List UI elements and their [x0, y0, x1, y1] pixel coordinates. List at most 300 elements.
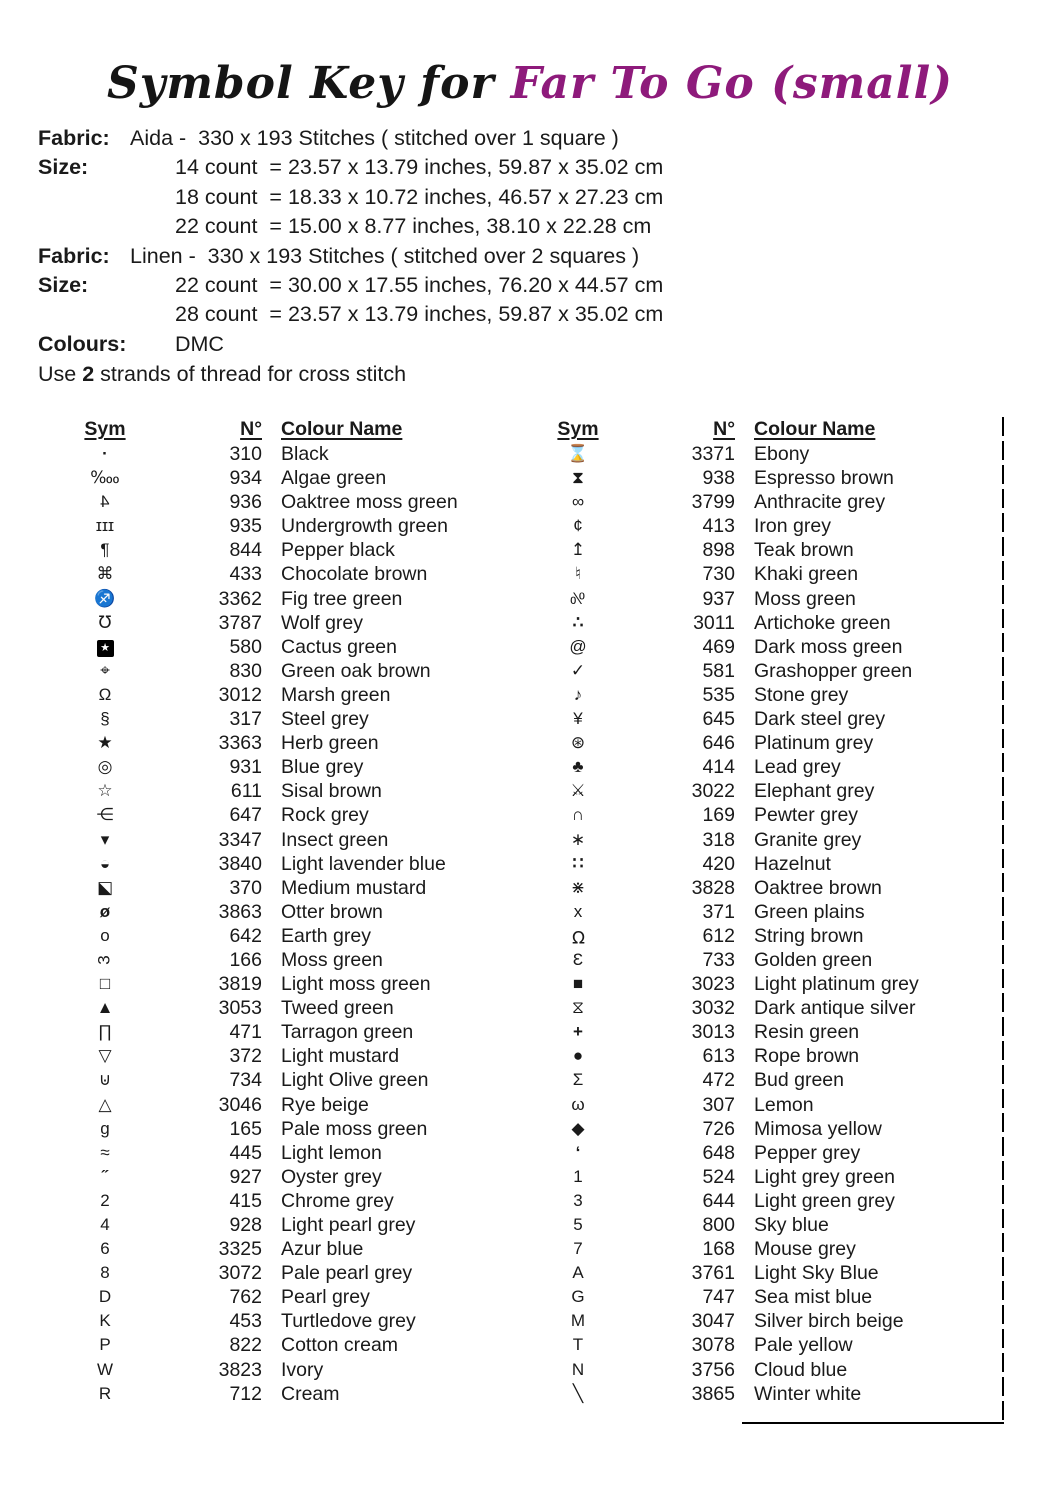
stitch-symbol: 2: [100, 1190, 110, 1210]
colour-name: Winter white: [754, 1382, 862, 1405]
colour-name: Dark antique silver: [754, 997, 916, 1020]
key-row: [533, 1285, 1003, 1309]
key-row: [60, 876, 530, 900]
info-label: Fabric:: [38, 126, 110, 150]
dmc-number: 3078: [691, 1334, 735, 1357]
info-value: Aida - 330 x 193 Stitches ( stitched over 1 square ): [130, 126, 619, 150]
symbol-cell: [533, 514, 623, 538]
info-value: Linen - 330 x 193 Stitches ( stitched over 2 squares ): [130, 243, 640, 268]
key-column-right: [533, 416, 1003, 1406]
dmc-number: 3022: [691, 780, 735, 803]
key-row: [60, 1237, 530, 1261]
colour-name: Light green grey: [754, 1189, 895, 1212]
dmc-number: 642: [229, 924, 262, 947]
key-row: [60, 1213, 530, 1237]
dmc-number: 3840: [218, 852, 262, 875]
colour-name: Cream: [281, 1382, 340, 1405]
info-label: Size:: [38, 273, 89, 298]
key-row: [60, 683, 530, 707]
symbol-cell: [533, 1068, 623, 1092]
key-row: [533, 996, 1003, 1020]
colour-name: Oyster grey: [281, 1165, 382, 1188]
stitch-symbol: T: [572, 1335, 584, 1355]
symbol-cell: [533, 1165, 623, 1189]
stitch-symbol: ⌖: [100, 660, 110, 680]
symbol-cell: [533, 1117, 623, 1141]
stitch-symbol: ↥: [570, 540, 586, 560]
stitch-symbol: x: [573, 901, 583, 921]
colour-name: Hazelnut: [754, 852, 831, 875]
colour-name: Green plains: [754, 900, 865, 923]
colour-name: Ivory: [281, 1358, 324, 1381]
colour-name: Cotton cream: [281, 1334, 399, 1357]
dmc-number: 830: [229, 659, 262, 682]
symbol-cell: [533, 587, 623, 611]
symbol-cell: [533, 924, 623, 948]
symbol-cell: [533, 1382, 623, 1406]
key-row: [533, 442, 1003, 466]
dmc-number: 3011: [693, 611, 735, 634]
colour-name: Espresso brown: [754, 467, 894, 490]
info-value: 18 count = 18.33 x 10.72 inches, 46.57 x 27.23 cm: [175, 184, 664, 209]
dmc-number: 3347: [218, 828, 262, 851]
stitch-symbol: ¥: [573, 709, 583, 729]
key-row: [60, 1333, 530, 1357]
symbol-cell: [533, 490, 623, 514]
symbol-cell: [533, 635, 623, 659]
stitch-symbol: ▾: [100, 829, 110, 849]
key-row: [533, 755, 1003, 779]
dmc-number: 3828: [691, 876, 735, 899]
stitch-symbol: ∗: [570, 829, 586, 849]
key-row: [60, 611, 530, 635]
key-row: [533, 562, 1003, 586]
key-row: [60, 948, 530, 972]
stitch-symbol: ╲: [572, 1383, 584, 1403]
dmc-number: 3823: [218, 1358, 262, 1381]
fabric-info-block: [38, 124, 663, 390]
info-value: 22 count = 15.00 x 8.77 inches, 38.10 x 22.28 cm: [175, 214, 652, 239]
colour-name: Sea mist blue: [754, 1286, 873, 1309]
dmc-number: 734: [229, 1069, 262, 1092]
strands-note-post: strands of thread for cross stitch: [94, 362, 407, 387]
colour-name: Rope brown: [754, 1045, 860, 1068]
stitch-symbol: ✓: [570, 660, 586, 680]
key-row: [533, 1044, 1003, 1068]
stitch-symbol: ☆: [97, 781, 113, 801]
symbol-cell: [60, 803, 150, 827]
stitch-symbol: ⌘: [96, 564, 114, 584]
dmc-number: 612: [702, 924, 735, 947]
colour-name: Mimosa yellow: [754, 1117, 882, 1140]
colour-name: Light Olive green: [281, 1069, 429, 1092]
stitch-symbol: R: [98, 1383, 112, 1403]
symbol-cell: [60, 1333, 150, 1357]
dmc-number: 646: [702, 732, 735, 755]
dmc-number: 3799: [691, 491, 735, 514]
dmc-number: 3362: [218, 587, 262, 610]
key-row: [60, 466, 530, 490]
key-row: [533, 538, 1003, 562]
colour-name: Pale moss green: [281, 1117, 428, 1140]
dmc-number: 762: [229, 1286, 262, 1309]
dmc-number: 3819: [218, 973, 262, 996]
key-row: [533, 900, 1003, 924]
stitch-symbol: ★: [97, 640, 114, 657]
header-number: N°: [240, 418, 262, 440]
colour-name: Otter brown: [281, 900, 383, 923]
header-sym: Sym: [557, 418, 599, 440]
symbol-cell: [60, 707, 150, 731]
stitch-symbol: ∏: [98, 1022, 112, 1042]
symbol-cell: [60, 948, 150, 972]
stitch-symbol: Σ: [572, 1070, 584, 1090]
colour-name: Turtledove grey: [281, 1310, 416, 1333]
colour-name: Light pearl grey: [281, 1214, 416, 1236]
stitch-symbol: N: [571, 1359, 585, 1379]
symbol-cell: [60, 1213, 150, 1237]
stitch-symbol: %: [570, 588, 586, 608]
colour-name: Light platinum grey: [754, 973, 919, 996]
key-row: [533, 924, 1003, 948]
dmc-number: 3863: [218, 900, 262, 923]
colour-name: Herb green: [281, 732, 379, 755]
colour-name: Sky blue: [754, 1214, 829, 1236]
colour-name: Granite grey: [754, 828, 862, 851]
symbol-cell: [533, 1333, 623, 1357]
dmc-number: 3046: [218, 1093, 262, 1116]
colour-name: Earth grey: [281, 924, 371, 947]
key-row: [533, 803, 1003, 827]
key-row: [60, 972, 530, 996]
key-row: [533, 828, 1003, 852]
colour-name: Blue grey: [281, 756, 364, 779]
symbol-cell: [60, 635, 150, 659]
key-row: [60, 828, 530, 852]
colour-name: Pale yellow: [754, 1334, 853, 1357]
strands-count: 2: [82, 362, 95, 387]
dmc-number: 3012: [218, 683, 262, 706]
dmc-number: 747: [702, 1286, 735, 1309]
symbol-cell: [60, 514, 150, 538]
colour-name: Chocolate brown: [281, 563, 428, 586]
colour-name: Wolf grey: [281, 611, 363, 634]
key-row: [60, 538, 530, 562]
key-row: [533, 876, 1003, 900]
key-row: [60, 731, 530, 755]
dmc-number: 936: [229, 491, 262, 514]
symbol-cell: [533, 828, 623, 852]
header-number: N°: [713, 418, 735, 440]
symbol-cell: [60, 1261, 150, 1285]
colour-name: Stone grey: [754, 683, 849, 706]
key-row: [60, 1261, 530, 1285]
stitch-symbol: ω: [571, 1094, 585, 1114]
key-row: [60, 900, 530, 924]
key-row: [60, 1117, 530, 1141]
dmc-number: 3325: [218, 1238, 262, 1261]
dmc-number: 3032: [691, 997, 735, 1020]
colour-name: Pepper grey: [754, 1141, 861, 1164]
stitch-symbol: G: [571, 1287, 585, 1307]
dmc-number: 3371: [691, 443, 735, 465]
symbol-cell: [533, 466, 623, 490]
colour-name: Fig tree green: [281, 587, 403, 610]
symbol-cell: [60, 972, 150, 996]
symbol-cell: [60, 996, 150, 1020]
info-value: DMC: [175, 331, 224, 356]
symbol-cell: [60, 1044, 150, 1068]
stitch-symbol: ▽: [98, 1046, 112, 1066]
stitch-symbol: P: [99, 1335, 111, 1355]
symbol-cell: [60, 466, 150, 490]
fabric-info-line: [38, 330, 663, 359]
stitch-symbol: 4: [100, 1215, 110, 1234]
dmc-number: 317: [229, 708, 262, 731]
dmc-number: 445: [229, 1141, 262, 1164]
stitch-symbol: 5: [573, 1215, 583, 1234]
dmc-number: 934: [229, 467, 262, 490]
key-row: [533, 948, 1003, 972]
title-pattern-name: Far To Go (small): [510, 58, 953, 109]
key-row: [60, 996, 530, 1020]
key-row: [533, 1189, 1003, 1213]
colour-name: Rye beige: [281, 1093, 369, 1116]
key-row: [60, 442, 530, 466]
symbol-cell: [60, 1093, 150, 1117]
colour-name: Algae green: [281, 467, 387, 490]
dmc-number: 3363: [218, 732, 262, 755]
dmc-number: 648: [702, 1141, 735, 1164]
colour-name: Chrome grey: [281, 1189, 394, 1212]
dmc-number: 420: [702, 852, 735, 875]
key-row: [533, 731, 1003, 755]
symbol-cell: [60, 900, 150, 924]
dmc-number: 471: [229, 1021, 262, 1044]
dmc-number: 3023: [691, 973, 735, 996]
dmc-number: 3013: [691, 1021, 735, 1044]
stitch-symbol: □: [99, 974, 111, 994]
colour-name: Azur blue: [281, 1238, 364, 1261]
key-column-left: [60, 416, 530, 1406]
dmc-number: 935: [229, 515, 262, 538]
symbol-cell: [533, 442, 623, 466]
symbol-cell: [533, 1141, 623, 1165]
colour-name: Silver birch beige: [754, 1310, 904, 1333]
key-row: [533, 659, 1003, 683]
colour-name: Insect green: [281, 828, 389, 851]
key-row: [60, 514, 530, 538]
stitch-symbol: ◎: [97, 757, 113, 777]
dmc-number: 469: [702, 635, 735, 658]
dmc-number: 310: [229, 443, 262, 465]
symbol-cell: [60, 1117, 150, 1141]
colour-name: Light grey green: [754, 1165, 895, 1188]
stitch-symbol: ≈: [100, 1142, 110, 1162]
symbol-cell: [533, 1309, 623, 1333]
symbol-cell: [533, 538, 623, 562]
dmc-number: 822: [229, 1334, 262, 1357]
stitch-symbol: ⊍: [98, 1070, 112, 1090]
stitch-symbol: ⊛: [570, 733, 586, 753]
symbol-cell: [533, 1213, 623, 1237]
stitch-symbol: ‱: [90, 468, 120, 488]
key-row: [60, 1189, 530, 1213]
dmc-number: 371: [702, 900, 735, 923]
key-row: [60, 1165, 530, 1189]
symbol-cell: [533, 852, 623, 876]
symbol-cell: [60, 611, 150, 635]
key-row: [533, 1358, 1003, 1382]
stitch-symbol: ⧖: [572, 998, 584, 1018]
header-colour-name: Colour Name: [281, 418, 403, 440]
fabric-info-rows: [38, 124, 663, 359]
symbol-cell: [533, 707, 623, 731]
symbol-cell: [533, 948, 623, 972]
colour-name: Tweed green: [281, 997, 394, 1020]
symbol-cell: [533, 1093, 623, 1117]
key-row: [60, 1093, 530, 1117]
stitch-symbol: ⧗: [572, 468, 584, 488]
dmc-number: 433: [229, 563, 262, 586]
symbol-cell: [60, 1141, 150, 1165]
stitch-symbol: ♣: [572, 757, 584, 777]
symbol-cell: [533, 731, 623, 755]
stitch-symbol: ⚔: [570, 781, 586, 801]
symbol-cell: [60, 1309, 150, 1333]
colour-name: Lead grey: [754, 756, 841, 779]
dmc-number: 730: [702, 563, 735, 586]
symbol-cell: [60, 587, 150, 611]
colour-name: Iron grey: [754, 515, 831, 538]
symbol-cell: [60, 490, 150, 514]
stitch-symbol: ∞: [571, 492, 585, 512]
dmc-number: 415: [229, 1189, 262, 1212]
stitch-symbol: ∷: [572, 853, 584, 873]
stitch-symbol: ℧: [98, 612, 112, 632]
key-row: [533, 1309, 1003, 1333]
dmc-number: 3072: [218, 1262, 262, 1285]
colour-name: Medium mustard: [281, 876, 427, 899]
stitch-symbol: A: [572, 1263, 584, 1283]
symbol-cell: [60, 924, 150, 948]
stitch-symbol: ●: [572, 1046, 584, 1066]
symbol-cell: [60, 683, 150, 707]
key-row: [533, 635, 1003, 659]
key-row: [533, 852, 1003, 876]
stitch-symbol: Ω: [98, 684, 112, 704]
key-row: [533, 779, 1003, 803]
stitch-symbol: ·: [102, 444, 108, 463]
stitch-symbol: ∩: [571, 805, 585, 825]
symbol-cell: [60, 1020, 150, 1044]
stitch-symbol: △: [98, 1094, 112, 1114]
dmc-number: 931: [229, 756, 262, 779]
dmc-number: 938: [702, 467, 735, 490]
key-row: [60, 562, 530, 586]
stitch-symbol: M: [570, 1311, 586, 1331]
dmc-number: 3053: [218, 997, 262, 1020]
key-row: [60, 803, 530, 827]
stitch-symbol: ★: [97, 733, 113, 753]
symbol-cell: [533, 996, 623, 1020]
symbol-cell: [60, 1237, 150, 1261]
key-row: [60, 779, 530, 803]
key-row: [60, 587, 530, 611]
key-row: [533, 1237, 1003, 1261]
dmc-number: 166: [229, 948, 262, 971]
key-row: [533, 1141, 1003, 1165]
dmc-number: 898: [702, 539, 735, 562]
key-row: [533, 1020, 1003, 1044]
key-row: [60, 1285, 530, 1309]
stitch-symbol: ⋇: [570, 877, 586, 897]
dmc-number: 307: [702, 1093, 735, 1116]
key-row: [60, 707, 530, 731]
symbol-cell: [533, 1020, 623, 1044]
symbol-cell: [533, 1237, 623, 1261]
fabric-info-line: [38, 124, 663, 153]
colour-name: Black: [281, 443, 329, 465]
dmc-number: 645: [702, 708, 735, 731]
page-title: [0, 58, 1060, 109]
info-label: Size:: [38, 155, 89, 180]
stitch-symbol: W: [96, 1359, 114, 1379]
key-header-row: [60, 416, 530, 442]
colour-name: Moss green: [754, 587, 856, 610]
symbol-cell: [60, 1285, 150, 1309]
key-row: [533, 1382, 1003, 1406]
dmc-number: 3865: [691, 1382, 735, 1405]
symbol-cell: [533, 562, 623, 586]
dmc-number: 800: [702, 1214, 735, 1236]
stitch-symbol: ▲: [96, 998, 114, 1018]
colour-name: Elephant grey: [754, 780, 875, 803]
symbol-cell: [60, 1358, 150, 1382]
colour-name: Teak brown: [754, 539, 854, 562]
key-row: [533, 1068, 1003, 1092]
stitch-symbol: 6: [100, 1239, 110, 1259]
key-header-row: [533, 416, 1003, 442]
symbol-cell: [60, 1165, 150, 1189]
stitch-symbol: ¶: [100, 540, 110, 560]
stitch-symbol: ⋲: [96, 805, 114, 825]
colour-name: Marsh green: [281, 683, 391, 706]
stitch-symbol: Ɛ: [572, 949, 584, 969]
symbol-cell: [533, 803, 623, 827]
symbol-cell: [533, 900, 623, 924]
colour-name: Ebony: [754, 443, 810, 465]
symbol-cell: [533, 876, 623, 900]
fabric-info-line: [38, 242, 663, 271]
table-right-dashed-border: [1002, 417, 1004, 1424]
key-row: [533, 587, 1003, 611]
key-row: [60, 1141, 530, 1165]
key-row: [60, 924, 530, 948]
symbol-cell: [60, 659, 150, 683]
dmc-number: 318: [702, 828, 735, 851]
colour-name: Grashopper green: [754, 659, 913, 682]
colour-name: Platinum grey: [754, 732, 874, 755]
strands-note: [38, 360, 663, 389]
colour-name: Undergrowth green: [281, 515, 448, 538]
colour-name: Pewter grey: [754, 804, 859, 827]
header-colour-name: Colour Name: [754, 418, 876, 440]
stitch-symbol: ♐: [94, 588, 116, 608]
dmc-number: 453: [229, 1310, 262, 1333]
fabric-info-line: [38, 271, 663, 300]
key-row: [533, 1093, 1003, 1117]
